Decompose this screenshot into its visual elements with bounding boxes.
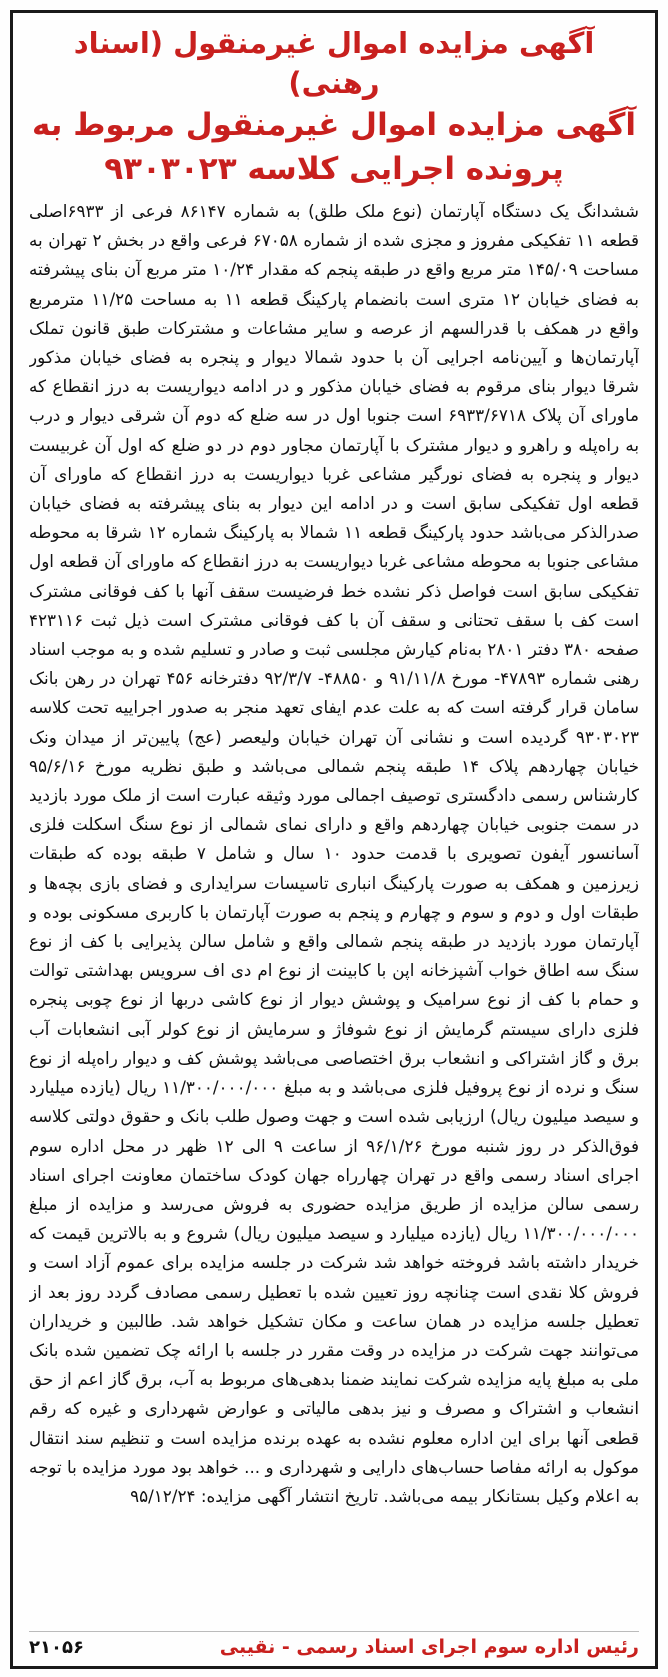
auction-body-text: ششدانگ یک دستگاه آپارتمان (نوع ملک طلق) به شماره ۸۶۱۴۷ فرعی از ۶۹۳۳اصلی قطعه ۱۱ تفکیکی مفروز و مجزی شده از شماره ۶۷۰۵۸ فرعی واقع در بخش ۲ تهران به مساحت ۱۴۵/۰۹ متر مربع واقع در طبقه پنجم که مقدار ۱۰/۲۴ متر مربع آن بنای پیشرفته به فضای خیابان ۱۲ متری است بانضمام پارکینگ قطعه ۱۱ به مساحت ۱۱/۲۵ مترمربع واقع در همکف با قدرالسهم از عرصه و سایر مشاعات و مشترکات طبق قانون تملک آپارتمان‌ها و آیین‌نامه اجرایی آن با حدود شمالا دیوار و پنجره به فضای خیابان مذکور شرقا دیوار بنای مرقوم به فضای خیابان مذکور و در ادامه دیواریست به درز انقطاع که ماورای آن پلاک ۶۹۳۳/۶۷۱۸ است جنوبا اول در سه ضلع که دوم آن شرقی دیوار و درب به راه‌پله و راهرو و دیوار مشترک با آپارتمان مجاور دوم در دو ضلع که اول آن غربیست دیوار و پنجره به فضای نورگیر مشاعی غربا دیواریست به درز انقطاع که ماورای آن قطعه اول تفکیکی سابق است و در ادامه این دیوار به بنای پیشرفته به فضای خیابان صدرالذکر می‌باشد حدود پارکینگ قطعه ۱۱ شمالا به پارکینگ شماره ۱۲ شرقا به محوطه مشاعی جنوبا به محوطه مشاعی غربا دیواریست به درز انقطاع که ماورای آن قطعه اول تفکیکی سابق است فواصل ذکر نشده خط فرضیست سقف آنها با کف فوقانی مشترک است کف با سقف تحتانی و سقف آن با کف فوقانی مشترک است ذیل ثبت ۴۲۳۱۱۶ صفحه ۳۸۰ دفتر ۲۸۰۱ به‌نام کیارش مجلسی ثبت و صادر و تسلیم شده و به موجب اسناد رهنی شماره ۴۷۸۹۳- مورخ ۹۱/۱۱/۸ و ۴۸۸۵۰- ۹۲/۳/۷ دفترخانه ۴۵۶ تهران در رهن بانک سامان قرار گرفته است که به علت عدم ایفای تعهد منجر به صدور اجراییه تحت کلاسه ۹۳۰۳۰۲۳ گردیده است و نشانی آن تهران خیابان ولیعصر (عج) پایین‌تر از میدان ونک خیابان چهاردهم پلاک ۱۴ طبقه پنجم شمالی می‌باشد و طبق نظریه مورخ ۹۵/۶/۱۶ کارشناس رسمی دادگستری توصیف اجمالی مورد وثیقه عبارت است از ملک مورد بازدید در سمت جنوبی خیابان چهاردهم واقع و دارای نمای شمالی از نوع سنگ اسکلت فلزی آسانسور آیفون تصویری با قدمت حدود ۱۰ سال و شامل ۷ طبقه بوده که طبقات زیرزمین و همکف به صورت پارکینگ انباری تاسیسات سرایداری و فضای بازی بچه‌ها و طبقات اول و دوم و سوم و چهارم و پنجم به صورت آپارتمان با کاربری مسکونی بوده و آپارتمان مورد بازدید در طبقه پنجم شمالی واقع و شامل سالن پذیرایی با کف از نوع سنگ سه اطاق خواب آشپزخانه اپن با کابینت از نوع ام دی اف سرویس بهداشتی توالت و حمام با کف از نوع سرامیک و پوشش دیوار از نوع کاشی دربها از نوع چوبی پنجره فلزی دارای سیستم گرمایش از نوع شوفاژ و سرمایش از نوع کولر آبی انشعابات آب برق و گاز اشتراکی و انشعاب برق اختصاصی می‌باشد پوشش کف و دیوار راه‌پله از نوع سنگ و نرده از نوع پروفیل فلزی می‌باشد و به مبلغ ۱۱/۳۰۰/۰۰۰/۰۰۰ ریال (یازده میلیارد و سیصد میلیون ریال) ارزیابی شده است و جهت وصول طلب بانک و حقوق دولتی کلاسه فوق‌الذکر در روز شنبه مورخ ۹۶/۱/۲۶ از ساعت ۹ الی ۱۲ ظهر در محل اداره سوم اجرای اسناد رسمی واقع در تهران چهارراه جهان کودک ساختمان معاونت اجرای اسناد رسمی سالن مزایده از طریق مزایده حضوری به فروش می‌رسد و مزایده از مبلغ ۱۱/۳۰۰/۰۰۰/۰۰۰ ریال (یازده میلیارد و سیصد میلیون ریال) شروع و به بالاترین قیمت که خریدار داشته باشد فروخته خواهد شد شرکت در جلسه مزایده برای عموم آزاد است و فروش کلا نقدی است چنانچه روز تعیین شده با تعطیل رسمی مصادف گردد روز بعد از تعطیل جلسه مزایده در همان ساعت و مکان تشکیل خواهد شد. طالبین و خریداران می‌توانند جهت شرکت در مزایده در وقت مقرر در جلسه با ارائه چک تضمین شده بانک ملی به مبلغ پایه مزایده شرکت نمایند ضمنا بدهی‌های مربوط به آب، برق گاز اعم از حق انشعاب و اشتراک و مصرف و نیز بدهی مالیاتی و عوارض شهرداری و غیره که رقم قطعی آنها برای این اداره معلوم نشده به عهده برنده مزایده است و تنظیم سند انتقال موکول به ارائه مفاصا حساب‌های دارایی و شهرداری و ... خواهد بود مورد مزایده با توجه به اعلام وکیل بستانکار بیمه می‌باشد. تاریخ انتشار آگهی مزایده: ۹۵/۱۲/۲۴	[29, 201, 639, 1506]
headline-title: آگهی مزایده اموال غیرمنقول (اسناد رهنی)	[73, 26, 595, 100]
ad-number: ۲۱۰۵۶	[29, 1637, 84, 1658]
footer	[29, 1631, 639, 1658]
official-signature: رئیس اداره سوم اجرای اسناد رسمی - نقیبی	[219, 1636, 639, 1658]
headline-case-number: پرونده اجرایی کلاسه ۹۳۰۳۰۲۳	[104, 151, 564, 187]
advertisement-frame	[10, 10, 658, 1669]
headline-subtitle: آگهی مزایده اموال غیرمنقول مربوط به	[32, 107, 636, 143]
